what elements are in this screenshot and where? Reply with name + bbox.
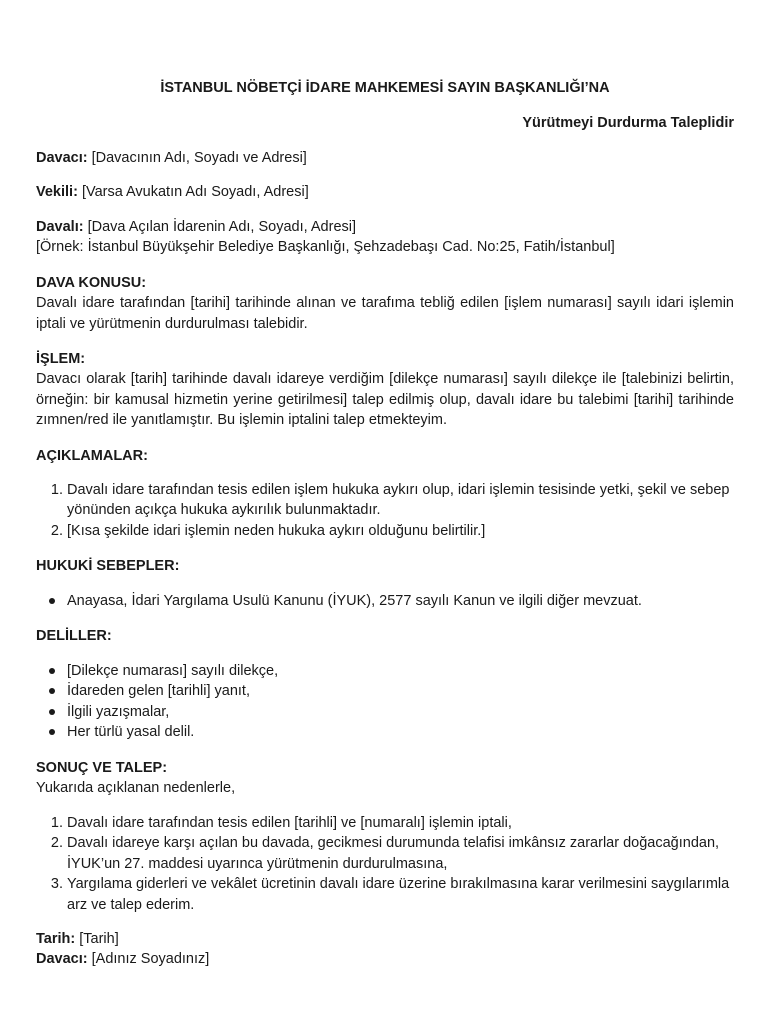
defendant-value: [Dava Açılan İdarenin Adı, Soyadı, Adresi] (83, 219, 357, 235)
date-line (36, 929, 734, 949)
defendant-label: Davalı: (36, 219, 84, 235)
conclusion-list (36, 813, 734, 915)
list-item: 2. Davalı idareye karşı açılan bu davada, gecikmesi durumunda telafisi imkânsız zararlar doğacağından, İYUK’un 27. maddesi uyarınca yürütmenin durdurulmasına, (67, 833, 734, 874)
list-item: 2. [Kısa şekilde idari işlemin neden hukuka aykırı olduğunu belirtilir.] (67, 521, 734, 541)
subject-heading: DAVA KONUSU: (36, 275, 147, 291)
list-item: Anayasa, İdari Yargılama Usulü Kanunu (İYUK), 2577 sayılı Kanun ve ilgili diğer mevzuat. (67, 591, 734, 611)
action-heading: İŞLEM: (36, 351, 86, 367)
defendant-section (36, 217, 734, 258)
signature-section (36, 929, 734, 970)
explanations-heading: AÇIKLAMALAR: (36, 448, 148, 464)
list-item: 1. Davalı idare tarafından tesis edilen [tarihli] ve [numaralı] işlemin iptali, (67, 813, 734, 833)
attorney-value: [Varsa Avukatın Adı Soyadı, Adresi] (77, 184, 309, 200)
explanations-list (36, 480, 734, 541)
evidence-list (36, 661, 734, 743)
plaintiff-value: [Davacının Adı, Soyadı ve Adresi] (87, 150, 307, 166)
list-item: İdareden gelen [tarihli] yanıt, (67, 681, 734, 701)
action-section (36, 349, 734, 431)
subject-text: Davalı idare tarafından [tarihi] tarihinde alınan ve tarafıma tebliğ edilen [işlem numarası] sayılı idari işlemin iptali ve yürütmenin durdurulması talebidir. (36, 295, 734, 332)
list-item: [Dilekçe numarası] sayılı dilekçe, (67, 661, 734, 681)
date-value: [Tarih] (75, 931, 119, 947)
attorney-label: Vekili: (36, 184, 78, 200)
list-item: 3. Yargılama giderleri ve vekâlet ücretinin davalı idare üzerine bırakılmasına karar verilmesini saygılarımla arz ve talep ederim. (67, 874, 734, 915)
legal-grounds-list (36, 591, 734, 611)
list-item: 1. Davalı idare tarafından tesis edilen işlem hukuka aykırı olup, idari işlemin tesisinde yetki, şekil ve sebep yönünden açıkça hukuka aykırılık bulunmaktadır. (67, 480, 734, 521)
conclusion-section (36, 758, 734, 799)
date-label: Tarih: (36, 931, 76, 947)
signature-label: Davacı: (36, 951, 88, 968)
conclusion-intro: Yukarıda açıklanan nedenlerle, (36, 780, 236, 797)
list-item: İlgili yazışmalar, (67, 702, 734, 722)
document-subtitle: Yürütmeyi Durdurma Taleplidir (522, 115, 734, 131)
evidence-heading: DELİLLER: (36, 628, 112, 644)
defendant-line (36, 217, 734, 237)
legal-grounds-heading: HUKUKİ SEBEPLER: (36, 558, 180, 574)
document-title: İSTANBUL NÖBETÇİ İDARE MAHKEMESİ SAYIN BAŞKANLIĞI’NA (160, 80, 610, 96)
plaintiff-line (36, 148, 734, 168)
conclusion-heading: SONUÇ VE TALEP: (36, 760, 168, 776)
attorney-line (36, 182, 734, 202)
subject-section (36, 273, 734, 334)
plaintiff-label: Davacı: (36, 150, 88, 166)
list-item: Her türlü yasal delil. (67, 722, 734, 742)
signature-value: [Adınız Soyadınız] (87, 951, 210, 968)
signature-line (36, 949, 734, 969)
defendant-example: [Örnek: İstanbul Büyükşehir Belediye Başkanlığı, Şehzadebaşı Cad. No:25, Fatih/İstanbul] (36, 239, 615, 256)
action-text: Davacı olarak [tarih] tarihinde davalı idareye verdiğim [dilekçe numarası] sayılı dilekçe ile [talebinizi belirtin, örneğin: bir kamusal hizmetin yerine getirilmesi] talep edilmiş olup, davalı idare bu talebimi [tarihi] tarihinde zımnen/red ile yanıtlamıştır. Bu işlemin iptalini talep etmekteyim. (36, 371, 734, 429)
